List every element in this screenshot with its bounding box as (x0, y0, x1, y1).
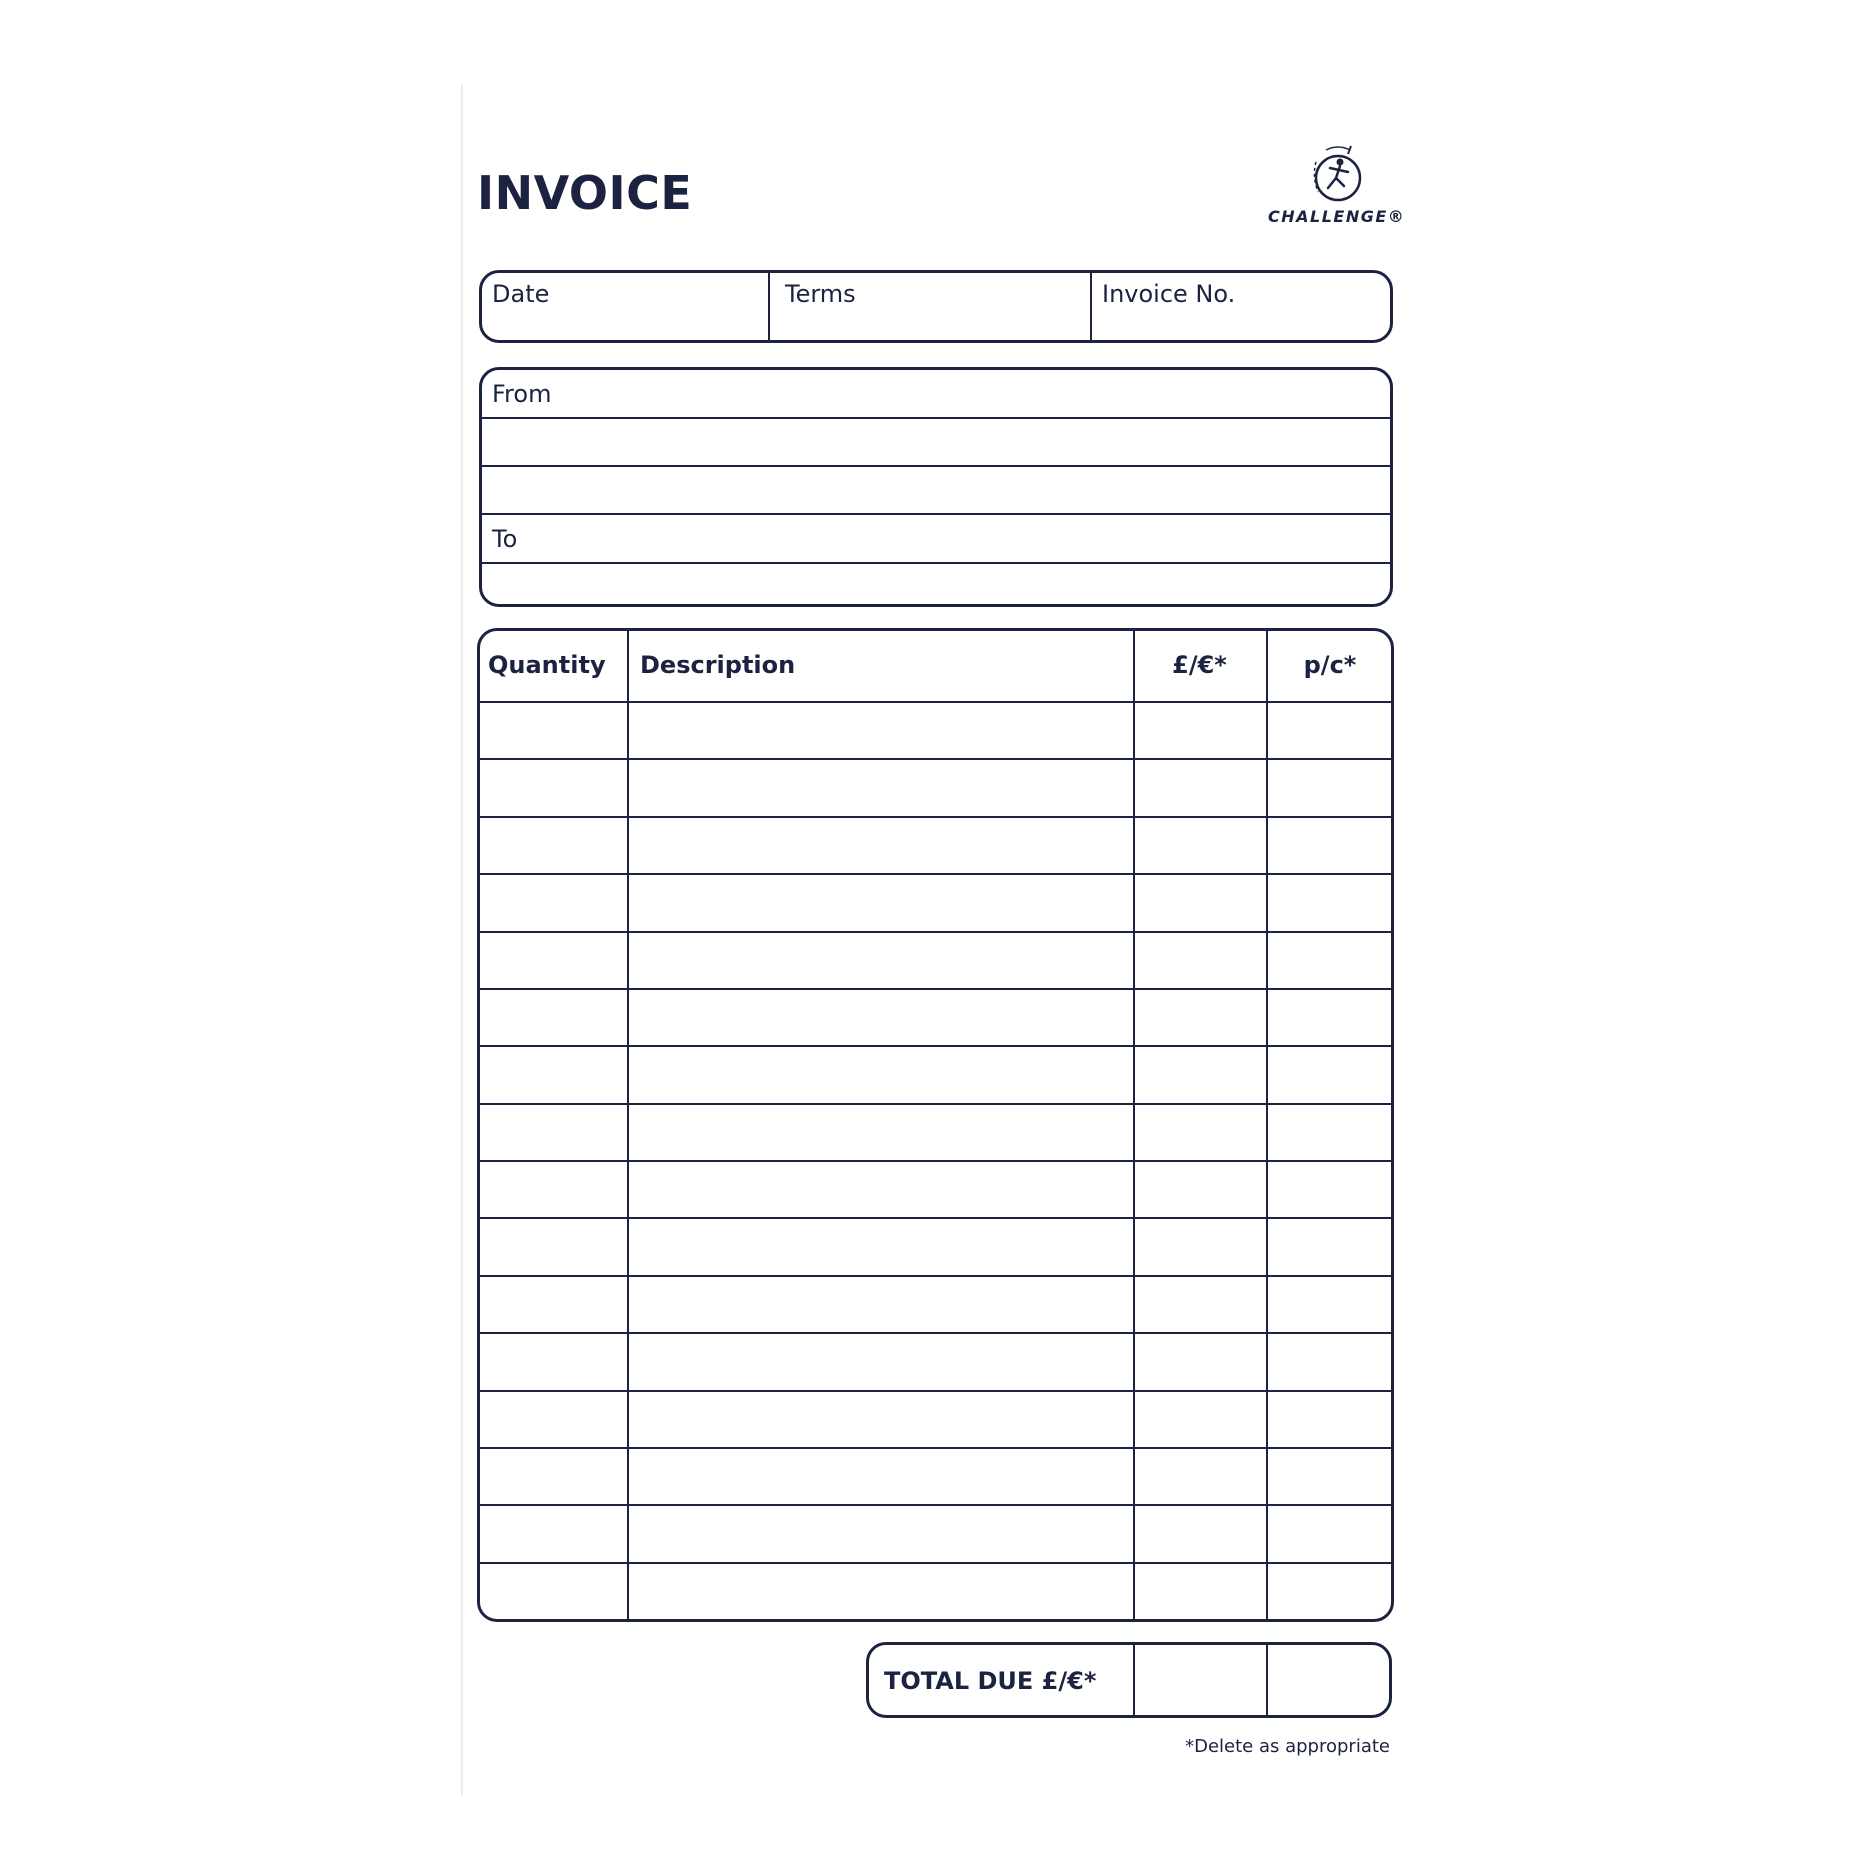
terms-field[interactable] (770, 273, 1092, 340)
pounds-cell[interactable] (1135, 760, 1266, 815)
description-cell[interactable] (629, 760, 1133, 815)
address-box (479, 367, 1393, 607)
pounds-cell[interactable] (1135, 990, 1266, 1045)
pounds-euros-header: £/€* (1172, 651, 1227, 679)
description-cell[interactable] (629, 1277, 1133, 1332)
from-line-3[interactable] (482, 467, 1390, 515)
pence-cell[interactable] (1268, 1392, 1394, 1447)
brand-wordmark: CHALLENGE® (1268, 207, 1406, 226)
total-due-box (866, 1642, 1392, 1718)
date-field[interactable] (482, 273, 770, 340)
terms-label: Terms (785, 280, 856, 308)
pounds-cell[interactable] (1135, 1277, 1266, 1332)
pence-cell[interactable] (1268, 1105, 1394, 1160)
total-pence-field[interactable] (1268, 1645, 1392, 1715)
quantity-cell[interactable] (480, 1334, 627, 1389)
footnote: *Delete as appropriate (1185, 1736, 1390, 1757)
invoice-number-label: Invoice No. (1102, 280, 1236, 308)
pence-cell[interactable] (1268, 1564, 1394, 1619)
quantity-cell[interactable] (480, 1047, 627, 1102)
quantity-cell[interactable] (480, 1219, 627, 1274)
quantity-cell[interactable] (480, 818, 627, 873)
description-cell[interactable] (629, 818, 1133, 873)
to-label: To (492, 525, 518, 553)
invoice-number-field[interactable] (1092, 273, 1392, 340)
pounds-cell[interactable] (1135, 818, 1266, 873)
description-cell[interactable] (629, 1392, 1133, 1447)
description-cell[interactable] (629, 1219, 1133, 1274)
pence-cell[interactable] (1268, 990, 1394, 1045)
sheet-edge (461, 85, 463, 1795)
pence-cell[interactable] (1268, 1162, 1394, 1217)
runner-emblem-icon (1288, 142, 1378, 206)
pounds-cell[interactable] (1135, 1506, 1266, 1561)
pounds-cell[interactable] (1135, 875, 1266, 930)
from-label: From (492, 380, 552, 408)
items-table (477, 628, 1394, 1622)
pence-cell[interactable] (1268, 933, 1394, 988)
pence-cell[interactable] (1268, 760, 1394, 815)
pounds-cell[interactable] (1135, 703, 1266, 758)
pounds-cell[interactable] (1135, 1334, 1266, 1389)
pence-cell[interactable] (1268, 818, 1394, 873)
description-cell[interactable] (629, 1449, 1133, 1504)
quantity-cell[interactable] (480, 1105, 627, 1160)
pence-cell[interactable] (1268, 1047, 1394, 1102)
quantity-cell[interactable] (480, 703, 627, 758)
pence-cents-header: p/c* (1303, 651, 1357, 679)
pence-cell[interactable] (1268, 1219, 1394, 1274)
pence-cell[interactable] (1268, 1334, 1394, 1389)
pence-cell[interactable] (1268, 1277, 1394, 1332)
to-line[interactable] (482, 515, 1390, 564)
pounds-cell[interactable] (1135, 933, 1266, 988)
description-cell[interactable] (629, 1105, 1133, 1160)
quantity-cell[interactable] (480, 1277, 627, 1332)
pence-cell[interactable] (1268, 1506, 1394, 1561)
challenge-logo (1268, 142, 1406, 232)
description-cell[interactable] (629, 1564, 1133, 1619)
invoice-title: INVOICE (477, 166, 693, 220)
quantity-cell[interactable] (480, 990, 627, 1045)
pence-cell[interactable] (1268, 875, 1394, 930)
total-due-label: TOTAL DUE £/€* (884, 1667, 1097, 1695)
description-cell[interactable] (629, 1162, 1133, 1217)
description-cell[interactable] (629, 703, 1133, 758)
quantity-cell[interactable] (480, 933, 627, 988)
pounds-cell[interactable] (1135, 1392, 1266, 1447)
description-cell[interactable] (629, 990, 1133, 1045)
from-line-2[interactable] (482, 419, 1390, 467)
description-cell[interactable] (629, 1047, 1133, 1102)
quantity-cell[interactable] (480, 1506, 627, 1561)
pounds-cell[interactable] (1135, 1219, 1266, 1274)
quantity-cell[interactable] (480, 1392, 627, 1447)
pounds-cell[interactable] (1135, 1162, 1266, 1217)
quantity-cell[interactable] (480, 760, 627, 815)
description-cell[interactable] (629, 875, 1133, 930)
pounds-cell[interactable] (1135, 1449, 1266, 1504)
pence-cell[interactable] (1268, 1449, 1394, 1504)
description-cell[interactable] (629, 933, 1133, 988)
pounds-cell[interactable] (1135, 1105, 1266, 1160)
total-pounds-field[interactable] (1135, 1645, 1266, 1715)
from-line[interactable] (482, 370, 1390, 419)
pence-cell[interactable] (1268, 703, 1394, 758)
quantity-cell[interactable] (480, 1564, 627, 1619)
pounds-cell[interactable] (1135, 1047, 1266, 1102)
to-line-2[interactable] (482, 564, 1390, 607)
date-label: Date (492, 280, 550, 308)
quantity-cell[interactable] (480, 1162, 627, 1217)
quantity-cell[interactable] (480, 1449, 627, 1504)
pounds-cell[interactable] (1135, 1564, 1266, 1619)
description-cell[interactable] (629, 1506, 1133, 1561)
description-cell[interactable] (629, 1334, 1133, 1389)
quantity-cell[interactable] (480, 875, 627, 930)
description-header: Description (640, 651, 796, 679)
invoice-meta-box (479, 270, 1393, 343)
quantity-header: Quantity (488, 651, 606, 679)
